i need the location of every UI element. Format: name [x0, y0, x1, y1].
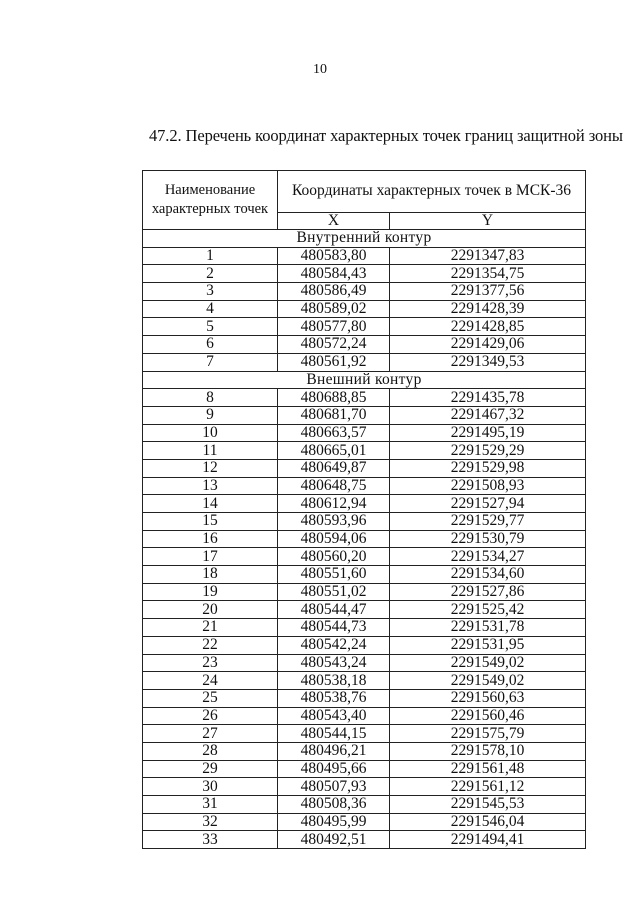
y-coordinate: 2291531,78 [390, 619, 586, 637]
y-coordinate: 2291529,77 [390, 513, 586, 531]
x-coordinate: 480542,24 [278, 636, 390, 654]
point-number: 29 [143, 760, 278, 778]
y-coordinate: 2291527,94 [390, 495, 586, 513]
y-coordinate: 2291534,60 [390, 566, 586, 584]
table-row [143, 566, 586, 584]
table-row [143, 672, 586, 690]
table-row [143, 760, 586, 778]
x-coordinate: 480507,93 [278, 778, 390, 796]
x-coordinate: 480551,02 [278, 583, 390, 601]
table-row [143, 796, 586, 814]
y-coordinate: 2291534,27 [390, 548, 586, 566]
y-coordinate: 2291495,19 [390, 424, 586, 442]
point-number: 31 [143, 796, 278, 814]
y-coordinate: 2291428,85 [390, 318, 586, 336]
y-coordinate: 2291531,95 [390, 636, 586, 654]
table-row [143, 459, 586, 477]
x-coordinate: 480593,96 [278, 513, 390, 531]
table-row [143, 778, 586, 796]
table-row [143, 265, 586, 283]
y-coordinate: 2291529,29 [390, 442, 586, 460]
table-row [143, 513, 586, 531]
x-coordinate: 480551,60 [278, 566, 390, 584]
table-row [143, 707, 586, 725]
x-coordinate: 480492,51 [278, 831, 390, 849]
x-coordinate: 480586,49 [278, 283, 390, 301]
x-coordinate: 480561,92 [278, 353, 390, 371]
table-row [143, 583, 586, 601]
point-number: 19 [143, 583, 278, 601]
section-row [143, 230, 586, 248]
y-coordinate: 2291494,41 [390, 831, 586, 849]
y-coordinate: 2291578,10 [390, 742, 586, 760]
x-coordinate: 480648,75 [278, 477, 390, 495]
point-number: 1 [143, 247, 278, 265]
coordinates-table [142, 170, 586, 849]
page-number: 10 [313, 62, 327, 77]
y-coordinate: 2291428,39 [390, 300, 586, 318]
point-number: 11 [143, 442, 278, 460]
point-number: 12 [143, 459, 278, 477]
point-number: 2 [143, 265, 278, 283]
point-number: 4 [143, 300, 278, 318]
table-row [143, 742, 586, 760]
table-row [143, 548, 586, 566]
table-row [143, 318, 586, 336]
table-row [143, 477, 586, 495]
y-coordinate: 2291530,79 [390, 530, 586, 548]
point-number: 21 [143, 619, 278, 637]
x-coordinate: 480681,70 [278, 406, 390, 424]
x-coordinate: 480572,24 [278, 336, 390, 354]
point-number: 27 [143, 725, 278, 743]
header-point-name-line2: характерных точек [151, 201, 269, 217]
table-row [143, 725, 586, 743]
x-coordinate: 480495,66 [278, 760, 390, 778]
table-row [143, 300, 586, 318]
table-row [143, 406, 586, 424]
x-coordinate: 480496,21 [278, 742, 390, 760]
y-coordinate: 2291377,56 [390, 283, 586, 301]
y-coordinate: 2291561,48 [390, 760, 586, 778]
x-coordinate: 480544,15 [278, 725, 390, 743]
y-coordinate: 2291575,79 [390, 725, 586, 743]
x-coordinate: 480544,47 [278, 601, 390, 619]
y-coordinate: 2291549,02 [390, 654, 586, 672]
table-row [143, 389, 586, 407]
section-title: Внешний контур [143, 371, 586, 389]
header-point-name-line1: Наименование [164, 182, 256, 198]
point-number: 26 [143, 707, 278, 725]
x-coordinate: 480577,80 [278, 318, 390, 336]
table-row [143, 601, 586, 619]
x-coordinate: 480543,40 [278, 707, 390, 725]
header-x: X [278, 212, 390, 229]
point-number: 6 [143, 336, 278, 354]
y-coordinate: 2291467,32 [390, 406, 586, 424]
y-coordinate: 2291435,78 [390, 389, 586, 407]
section-heading: 47.2. Перечень координат характерных точек границ защитной зоны [149, 126, 623, 145]
table-row [143, 247, 586, 265]
point-number: 18 [143, 566, 278, 584]
x-coordinate: 480544,73 [278, 619, 390, 637]
x-coordinate: 480508,36 [278, 796, 390, 814]
point-number: 15 [143, 513, 278, 531]
point-number: 30 [143, 778, 278, 796]
y-coordinate: 2291560,46 [390, 707, 586, 725]
point-number: 33 [143, 831, 278, 849]
point-number: 8 [143, 389, 278, 407]
point-number: 17 [143, 548, 278, 566]
y-coordinate: 2291529,98 [390, 459, 586, 477]
y-coordinate: 2291349,53 [390, 353, 586, 371]
point-number: 23 [143, 654, 278, 672]
x-coordinate: 480495,99 [278, 813, 390, 831]
table-row [143, 353, 586, 371]
x-coordinate: 480688,85 [278, 389, 390, 407]
point-number: 7 [143, 353, 278, 371]
section-row [143, 371, 586, 389]
x-coordinate: 480538,76 [278, 689, 390, 707]
y-coordinate: 2291347,83 [390, 247, 586, 265]
x-coordinate: 480594,06 [278, 530, 390, 548]
point-number: 24 [143, 672, 278, 690]
point-number: 16 [143, 530, 278, 548]
point-number: 32 [143, 813, 278, 831]
y-coordinate: 2291527,86 [390, 583, 586, 601]
table-row [143, 424, 586, 442]
y-coordinate: 2291508,93 [390, 477, 586, 495]
point-number: 20 [143, 601, 278, 619]
x-coordinate: 480583,80 [278, 247, 390, 265]
x-coordinate: 480612,94 [278, 495, 390, 513]
table-row [143, 636, 586, 654]
header-point-name [143, 171, 278, 230]
table-body [143, 230, 586, 849]
table-row [143, 283, 586, 301]
point-number: 22 [143, 636, 278, 654]
x-coordinate: 480543,24 [278, 654, 390, 672]
table-row [143, 530, 586, 548]
x-coordinate: 480560,20 [278, 548, 390, 566]
x-coordinate: 480589,02 [278, 300, 390, 318]
y-coordinate: 2291560,63 [390, 689, 586, 707]
point-number: 25 [143, 689, 278, 707]
x-coordinate: 480663,57 [278, 424, 390, 442]
y-coordinate: 2291546,04 [390, 813, 586, 831]
y-coordinate: 2291549,02 [390, 672, 586, 690]
point-number: 5 [143, 318, 278, 336]
x-coordinate: 480538,18 [278, 672, 390, 690]
table-row [143, 442, 586, 460]
table-row [143, 831, 586, 849]
x-coordinate: 480584,43 [278, 265, 390, 283]
table-row [143, 689, 586, 707]
y-coordinate: 2291545,53 [390, 796, 586, 814]
point-number: 10 [143, 424, 278, 442]
y-coordinate: 2291525,42 [390, 601, 586, 619]
table-row [143, 495, 586, 513]
y-coordinate: 2291354,75 [390, 265, 586, 283]
section-title: Внутренний контур [143, 230, 586, 248]
point-number: 9 [143, 406, 278, 424]
y-coordinate: 2291561,12 [390, 778, 586, 796]
x-coordinate: 480649,87 [278, 459, 390, 477]
table-row [143, 619, 586, 637]
header-coordinates: Координаты характерных точек в МСК-36 [278, 171, 586, 213]
point-number: 13 [143, 477, 278, 495]
point-number: 3 [143, 283, 278, 301]
table-row [143, 654, 586, 672]
table-row [143, 336, 586, 354]
y-coordinate: 2291429,06 [390, 336, 586, 354]
point-number: 28 [143, 742, 278, 760]
x-coordinate: 480665,01 [278, 442, 390, 460]
table-row [143, 813, 586, 831]
header-y: Y [390, 212, 586, 229]
point-number: 14 [143, 495, 278, 513]
